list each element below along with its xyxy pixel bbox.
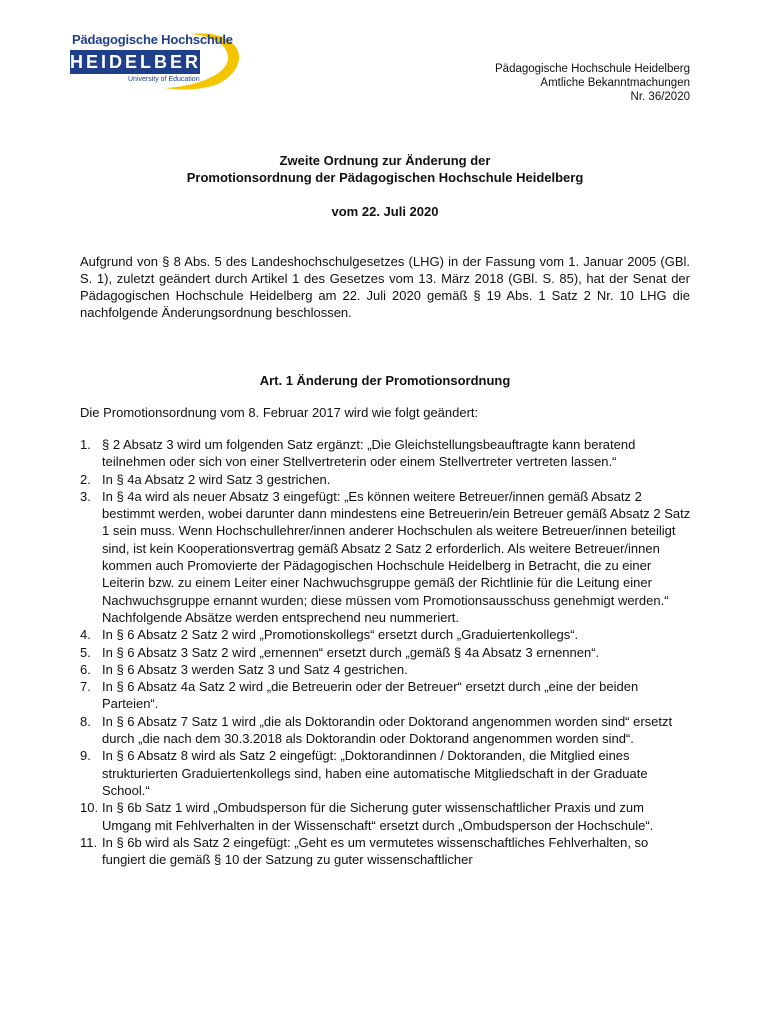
list-item <box>80 799 692 834</box>
title-line-2: Promotionsordnung der Pädagogischen Hochschule Heidelberg <box>186 170 584 185</box>
article-heading: Art. 1 Änderung der Promotionsordnung <box>259 373 511 388</box>
document-title <box>80 152 690 186</box>
item-number: 6. <box>80 661 91 677</box>
item-number: 10. <box>80 800 99 816</box>
logo-top-text: Pädagogische Hochschule <box>72 32 233 47</box>
article-lead: Die Promotionsordnung vom 8. Februar 2017 wird wie folgt geändert: <box>80 405 479 420</box>
list-item <box>80 644 692 661</box>
list-item <box>80 713 692 748</box>
list-item <box>80 436 692 471</box>
document-date: vom 22. Juli 2020 <box>331 204 439 219</box>
item-number: 2. <box>80 471 91 487</box>
list-item <box>80 626 692 643</box>
header-institution: Pädagogische Hochschule Heidelberg <box>495 63 690 75</box>
list-item <box>80 488 692 626</box>
list-item <box>80 678 692 713</box>
item-text: § 2 Absatz 3 wird um folgenden Satz ergänzt: „Die Gleichstellungsbeauftragte kann beratend teilnehmen oder sich von einer Stellvertreterin oder einem Stellvertreter vertreten lassen.“ <box>102 437 636 470</box>
amendment-list <box>80 436 692 868</box>
title-line-1: Zweite Ordnung zur Änderung der <box>279 153 491 168</box>
item-text: In § 4a Absatz 2 wird Satz 3 gestrichen. <box>102 471 331 487</box>
item-number: 8. <box>80 713 91 729</box>
item-text: In § 6b Satz 1 wird „Ombudsperson für die Sicherung guter wissenschaftlicher Praxis und zum Umgang mit Fehlverhalten in der Wissenschaft“ ersetzt durch „Ombudsperson der Hochschule“. <box>102 800 654 833</box>
header-number: Nr. 36/2020 <box>630 91 690 103</box>
document-header <box>495 62 690 104</box>
item-text: In § 4a wird als neuer Absatz 3 eingefügt: „Es können weitere Betreuer/innen gemäß Absatz 2 bestimmt werden, wobei darunter dann mindestens eine Betreuerin/ein Betreuer gemäß Absatz 2 Satz 1 sein muss. Wenn Hochschullehrer/innen anderer Hochschulen als weitere Betreuer/innen beteiligt sind, ist kein Kooperationsvertrag gemäß Absatz 2 Satz 2 erforderlich. Als weitere Betreuer/innen kommen auch Promovierte der Pädagogischen Hochschule Heidelberg in Betracht, die zu einer Leiterin bzw. zu einem Leiter einer Nachwuchsgruppe gemäß der Richtlinie für die Leitung einer Nachwuchsgruppe ernannt wurden; diese müssen vom Promotionsausschuss genehmigt werden.“ Nachfolgende Absätze werden entsprechend neu nummeriert. <box>102 488 691 625</box>
intro-paragraph: Aufgrund von § 8 Abs. 5 des Landeshochschulgesetzes (LHG) in der Fassung vom 1. Januar 2005 (GBl. S. 1), zuletzt geändert durch Artikel 1 des Gesetzes vom 13. März 2018 (GBl. S. 85), hat der Senat der Pädagogischen Hochschule Heidelberg am 22. Juli 2020 gemäß § 19 Abs. 1 Satz 2 Nr. 10 LHG die nachfolgende Änderungsordnung beschlossen. <box>80 254 690 320</box>
list-item <box>80 661 692 678</box>
list-item <box>80 834 692 869</box>
item-text: In § 6 Absatz 7 Satz 1 wird „die als Doktorandin oder Doktorand angenommen worden sind“ ersetzt durch „die nach dem 30.3.2018 als Doktorandin oder Doktorand angenommen worden sind“. <box>102 713 673 747</box>
list-item <box>80 471 692 488</box>
item-number: 9. <box>80 748 91 764</box>
logo-sub-text: University of Education <box>128 76 200 83</box>
item-number: 5. <box>80 644 91 660</box>
header-publication: Amtliche Bekanntmachungen <box>540 77 690 89</box>
item-text: In § 6 Absatz 8 wird als Satz 2 eingefügt: „Doktorandinnen / Doktoranden, die Mitglied eines strukturierten Graduiertenkollegs sind, haben eine automatische Mitgliedschaft in der Graduate School.“ <box>102 748 648 798</box>
item-number: 3. <box>80 488 91 504</box>
item-number: 7. <box>80 679 91 695</box>
item-text: In § 6 Absatz 3 werden Satz 3 und Satz 4 gestrichen. <box>102 661 408 677</box>
item-number: 4. <box>80 627 91 643</box>
item-number: 11. <box>80 834 98 850</box>
item-text: In § 6 Absatz 4a Satz 2 wird „die Betreuerin oder der Betreuer“ ersetzt durch „eine der beiden Parteien“. <box>102 679 639 712</box>
item-number: 1. <box>80 437 91 452</box>
item-text: In § 6b wird als Satz 2 eingefügt: „Geht es um vermutetes wissenschaftliches Fehlverhalten, so fungiert die gemäß § 10 der Satzung zu guter wissenschaftlicher <box>102 834 649 868</box>
university-logo <box>70 28 250 92</box>
item-text: In § 6 Absatz 3 Satz 2 wird „ernennen“ ersetzt durch „gemäß § 4a Absatz 3 ernennen“. <box>102 644 600 660</box>
item-text: In § 6 Absatz 2 Satz 2 wird „Promotionskollegs“ ersetzt durch „Graduiertenkollegs“. <box>102 627 579 643</box>
list-item <box>80 747 692 799</box>
logo-main-text: HEIDELBERG <box>70 52 219 72</box>
